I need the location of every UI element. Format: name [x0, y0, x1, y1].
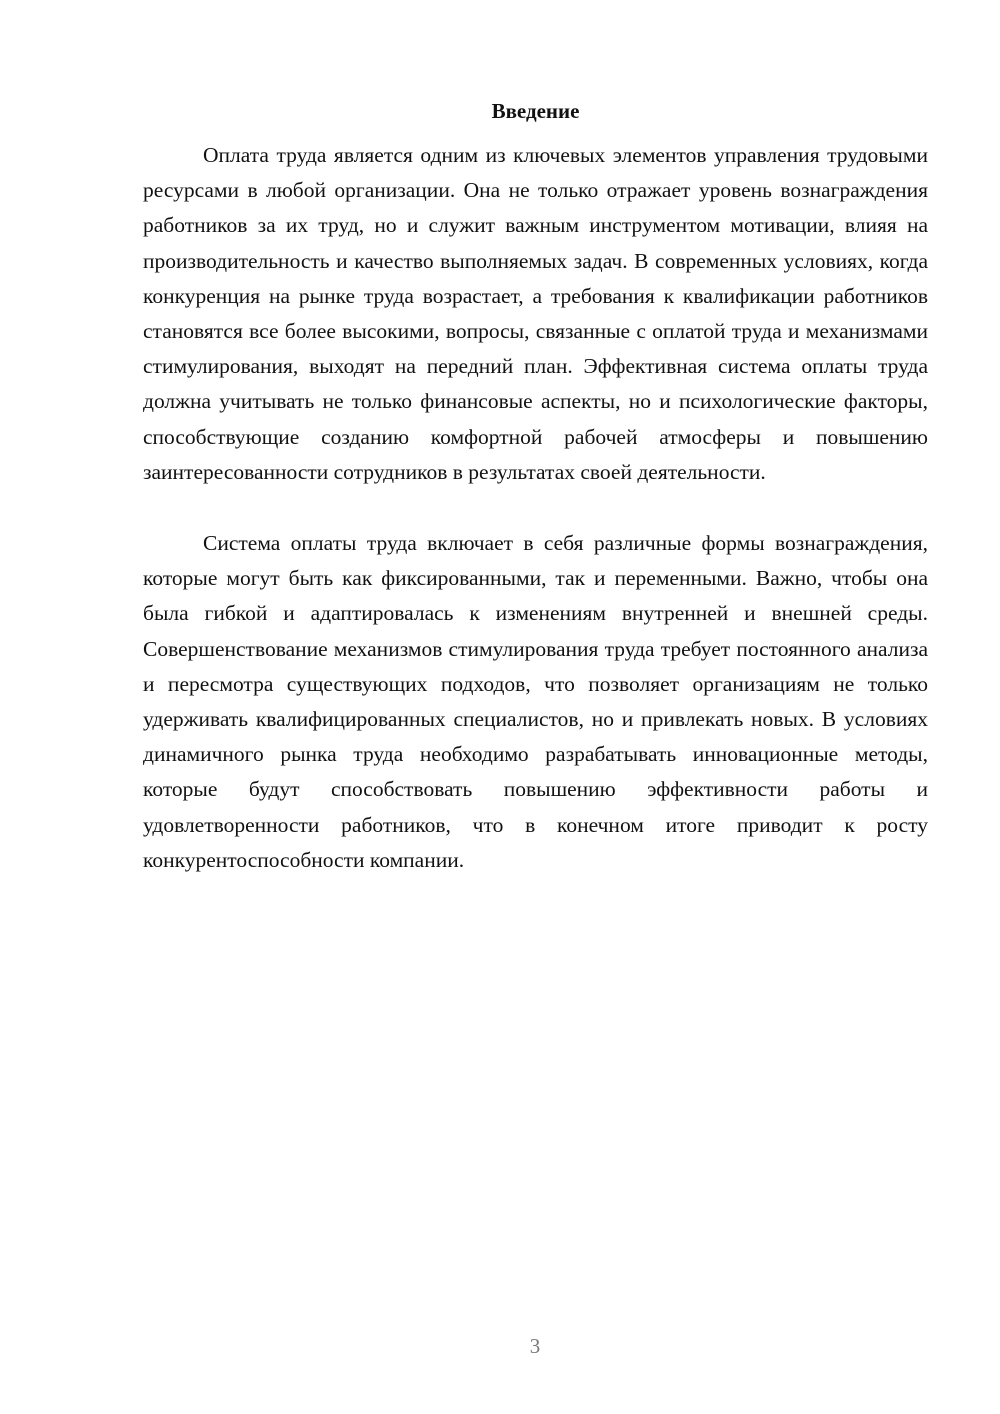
paragraph-1: Оплата труда является одним из ключевых элементов управления трудовыми ресурсами в любой организации. Она не только отражает уровень вознаграждения работников за их труд, но и служит важным инструментом мотивации, влияя на производительность и качество выполняемых задач. В современных условиях, когда конкуренция на рынке труда возрастает, а требования к квалификации работников становятся все более высокими, вопросы, связанные с оплатой труда и механизмами стимулирования, выходят на передний план. Эффективная система оплаты труда должна учитывать не только финансовые аспекты, но и психологические факторы, способствующие созданию комфортной рабочей атмосферы и повышению заинтересованности сотрудников в результатах своей деятельности.	[143, 143, 928, 484]
page-content	[143, 96, 928, 878]
paragraph-2: Система оплаты труда включает в себя различные формы вознаграждения, которые могут быть как фиксированными, так и переменными. Важно, чтобы она была гибкой и адаптировалась к изменениям внутренней и внешней среды. Совершенствование механизмов стимулирования труда требует постоянного анализа и пересмотра существующих подходов, что позволяет организациям не только удерживать квалифицированных специалистов, но и привлекать новых. В условиях динамичного рынка труда необходимо разрабатывать инновационные методы, которые будут способствовать повышению эффективности работы и удовлетворенности работников, что в конечном итоге приводит к росту конкурентоспособности компании.	[143, 531, 928, 872]
page-number: 3	[529, 1334, 541, 1358]
section-heading: Введение	[491, 99, 580, 123]
